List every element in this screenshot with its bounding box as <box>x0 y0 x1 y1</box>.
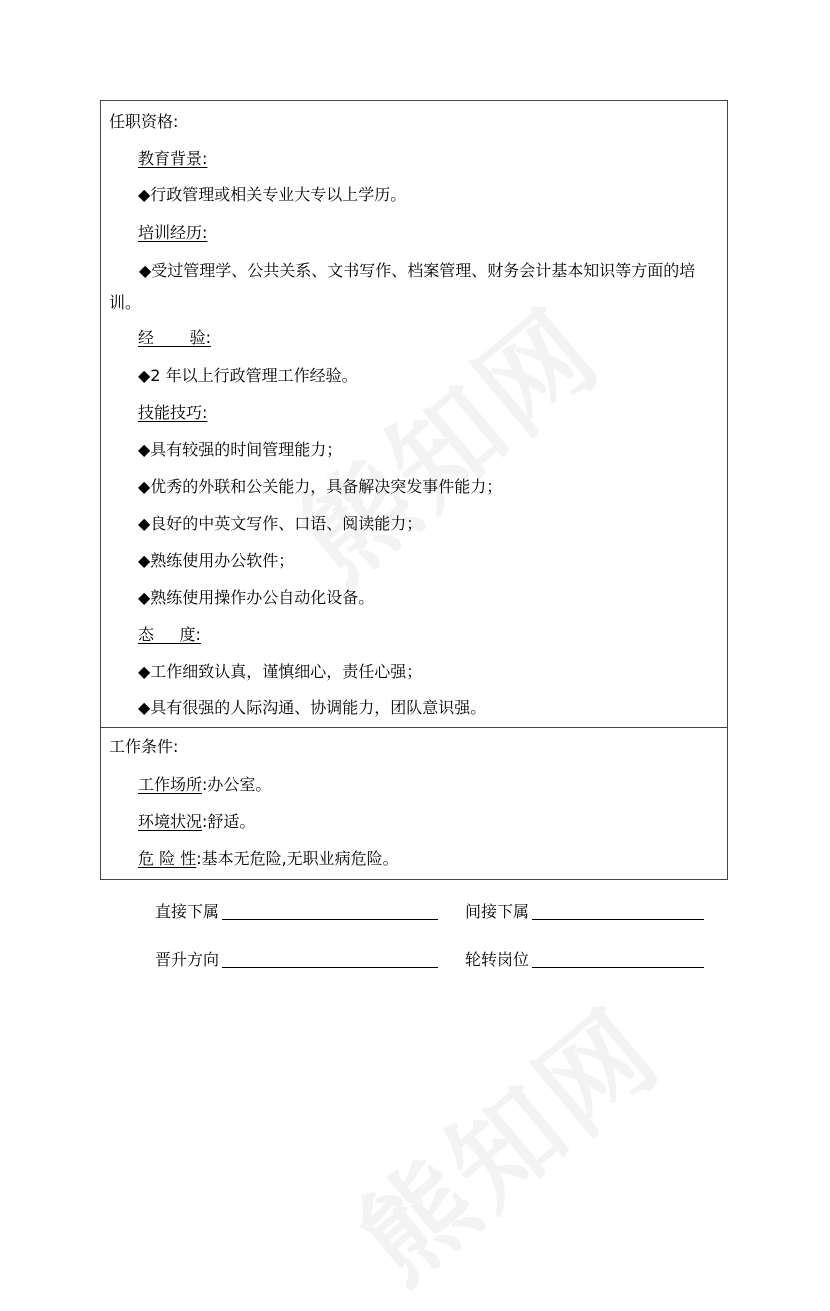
environment-row <box>138 812 255 832</box>
direct-subordinate-input-line[interactable] <box>222 919 438 920</box>
rotation-position-label: 轮转岗位 <box>465 950 530 969</box>
environment-value: :舒适。 <box>202 812 256 831</box>
environment-label: 环境状况 <box>138 812 203 831</box>
skills-item: ◆良好的中英文写作、口语、阅读能力； <box>138 514 423 533</box>
attitude-item: ◆工作细致认真，谨慎细心，责任心强； <box>138 662 423 681</box>
experience-title <box>138 328 211 348</box>
experience-title-b: 验: <box>189 328 212 347</box>
conditions-section <box>101 728 727 879</box>
training-title: 培训经历: <box>138 223 208 242</box>
experience-item: ◆2 年以上行政管理工作经验。 <box>138 366 358 385</box>
rotation-position-input-line[interactable] <box>532 967 704 968</box>
workplace-label: 工作场所 <box>138 775 203 794</box>
workplace-value: :办公室。 <box>202 775 272 794</box>
skills-title: 技能技巧: <box>138 403 208 422</box>
qualifications-heading: 任职资格: <box>109 112 179 131</box>
job-description-table <box>100 100 728 880</box>
skills-item: ◆熟练使用操作办公自动化设备。 <box>138 588 375 607</box>
skills-item: ◆具有较强的时间管理能力； <box>138 440 343 459</box>
attitude-title-b: 度: <box>179 625 201 644</box>
conditions-heading: 工作条件: <box>109 737 179 756</box>
experience-title-a: 经 <box>138 328 155 347</box>
hazard-value: :基本无危险,无职业病危险。 <box>196 849 399 868</box>
indirect-subordinate-input-line[interactable] <box>532 919 704 920</box>
education-item: ◆行政管理或相关专业大专以上学历。 <box>138 185 407 204</box>
hazard-label: 危 险 性 <box>138 849 197 868</box>
skills-item: ◆熟练使用办公软件； <box>138 551 295 570</box>
skills-item: ◆优秀的外联和公关能力，具备解决突发事件能力； <box>138 477 503 496</box>
promotion-path-label: 晋升方向 <box>155 950 220 969</box>
attitude-title <box>138 625 201 645</box>
watermark-text-bottom <box>320 967 688 1311</box>
qualifications-section <box>101 101 727 728</box>
direct-subordinate-label: 直接下属 <box>155 902 220 921</box>
workplace-row <box>138 775 271 795</box>
training-item: ◆受过管理学、公共关系、文书写作、档案管理、财务会计基本知识等方面的培训。 <box>109 261 696 312</box>
attitude-title-a: 态 <box>138 625 155 644</box>
hazard-row <box>138 849 399 869</box>
attitude-item: ◆具有很强的人际沟通、协调能力，团队意识强。 <box>138 698 487 717</box>
indirect-subordinate-label: 间接下属 <box>465 902 530 921</box>
promotion-path-input-line[interactable] <box>222 967 438 968</box>
education-title: 教育背景: <box>138 149 208 168</box>
